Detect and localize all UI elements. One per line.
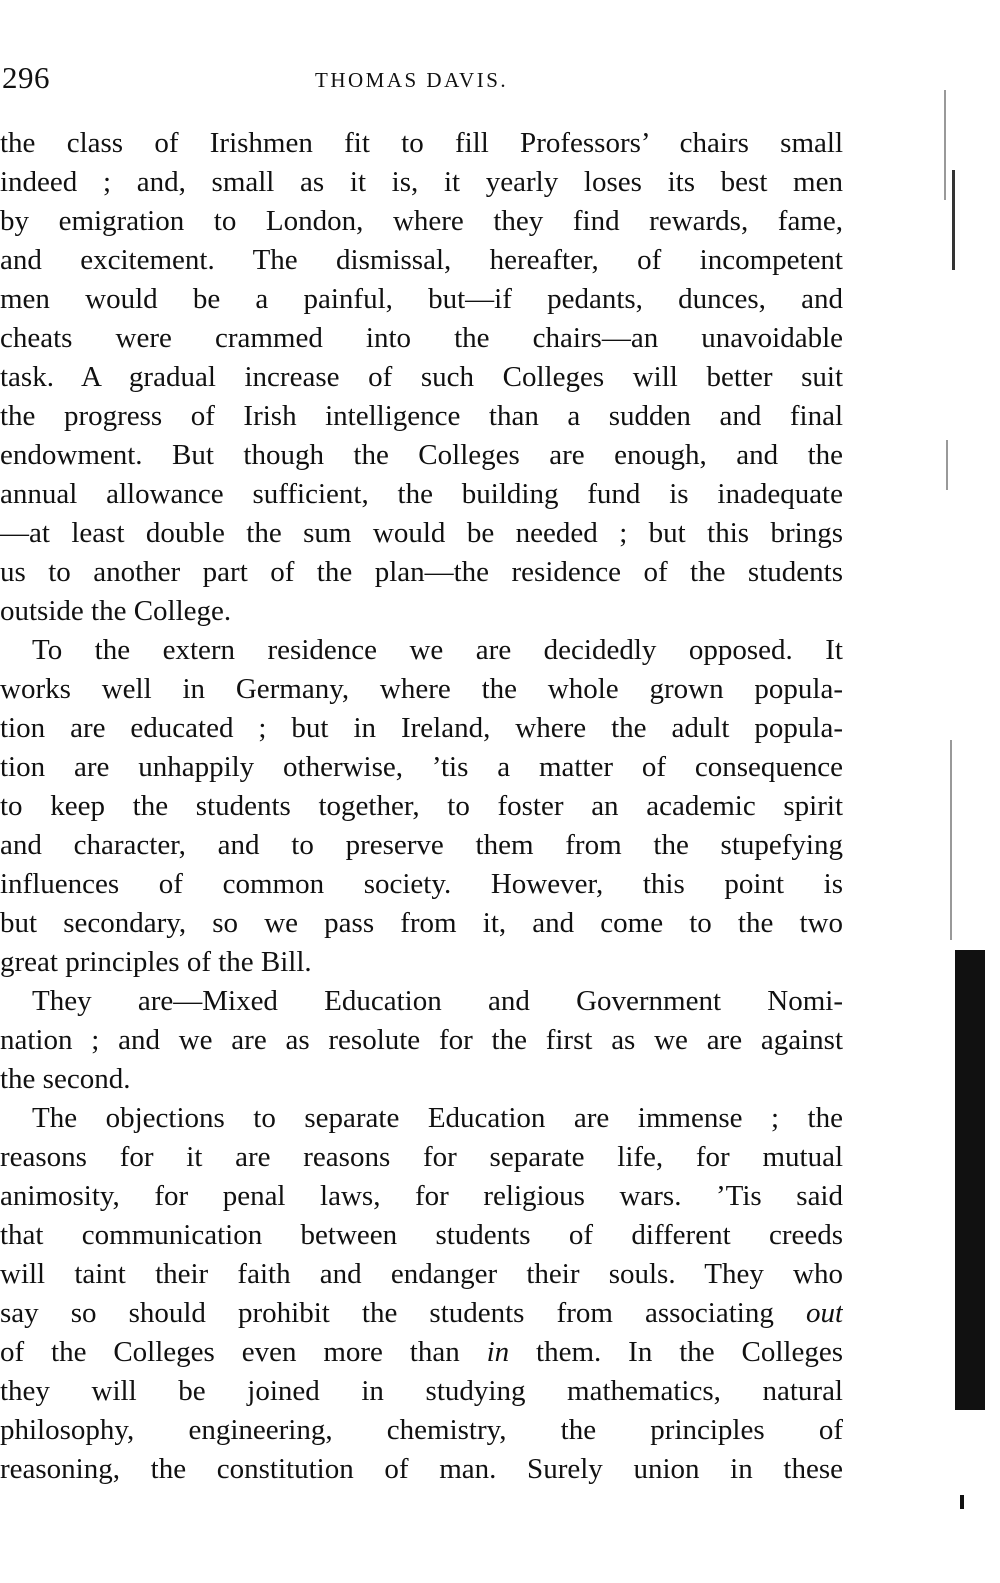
text-line: cheats were crammed into the chairs—an unavoidable (0, 322, 843, 354)
scan-artifact (952, 170, 955, 270)
text-line: the progress of Irish intelligence than a sudden and final (0, 400, 843, 432)
scan-artifact (950, 740, 952, 940)
text-line: influences of common society. However, this point is (0, 868, 843, 900)
text-line: reasoning, the constitution of man. Surely union in these (0, 1453, 843, 1485)
text-segment: them. In the Colleges (509, 1336, 843, 1368)
page-number: 296 (2, 60, 50, 95)
paragraph-end-line: outside the College. (0, 595, 232, 627)
text-line: will taint their faith and endanger their souls. They who (0, 1258, 843, 1290)
text-line: and excitement. The dismissal, hereafter, of incompetent (0, 244, 843, 276)
text-line: works well in Germany, where the whole grown popula- (0, 673, 843, 705)
text-line: indeed ; and, small as it is, it yearly loses its best men (0, 166, 843, 198)
text-line: men would be a painful, but—if pedants, dunces, and (0, 283, 843, 315)
text-line: animosity, for penal laws, for religious wars. ’Tis said (0, 1180, 843, 1212)
text-line: us to another part of the plan—the residence of the students (0, 556, 843, 588)
scan-artifact (946, 440, 948, 490)
text-segment: say so should prohibit the students from associating (0, 1297, 806, 1329)
text-line: and character, and to preserve them from the stupefying (0, 829, 843, 861)
text-line: tion are unhappily otherwise, ’tis a matter of consequence (0, 751, 843, 783)
scan-artifact (944, 90, 946, 200)
paragraph-end-line: great principles of the Bill. (0, 946, 312, 978)
body-text (0, 124, 843, 1489)
text-line-with-italic (0, 1294, 843, 1333)
paragraph-first-line: They are—Mixed Education and Government Nomi- (32, 985, 843, 1017)
paragraph-first-line: To the extern residence we are decidedly opposed. It (32, 634, 843, 666)
text-line-with-italic (0, 1333, 843, 1372)
page-header (0, 60, 845, 104)
text-line: that communication between students of different creeds (0, 1219, 843, 1251)
text-line: by emigration to London, where they find rewards, fame, (0, 205, 843, 237)
text-line: philosophy, engineering, chemistry, the principles of (0, 1414, 843, 1446)
text-line: but secondary, so we pass from it, and come to the two (0, 907, 843, 939)
text-line: to keep the students together, to foster an academic spirit (0, 790, 843, 822)
paragraph-end-line: the second. (0, 1063, 131, 1095)
text-line: reasons for it are reasons for separate life, for mutual (0, 1141, 843, 1173)
text-line: annual allowance sufficient, the building fund is inadequate (0, 478, 843, 510)
text-line: nation ; and we are as resolute for the first as we are against (0, 1024, 843, 1056)
text-segment: of the Colleges even more than (0, 1336, 487, 1368)
text-line: the class of Irishmen fit to fill Professors’ chairs small (0, 127, 843, 159)
running-title: THOMAS DAVIS. (315, 68, 509, 92)
scan-artifact (960, 1495, 964, 1509)
italic-word: in (486, 1336, 510, 1368)
text-line: task. A gradual increase of such Colleges will better suit (0, 361, 843, 393)
paragraph-first-line: The objections to separate Education are immense ; the (32, 1102, 843, 1134)
text-line: endowment. But though the Colleges are enough, and the (0, 439, 843, 471)
text-line: tion are educated ; but in Ireland, where the adult popula- (0, 712, 843, 744)
scan-artifact (955, 950, 985, 1410)
text-line: they will be joined in studying mathematics, natural (0, 1375, 843, 1407)
text-line: —at least double the sum would be needed ; but this brings (0, 517, 843, 549)
italic-word: out (805, 1297, 843, 1329)
